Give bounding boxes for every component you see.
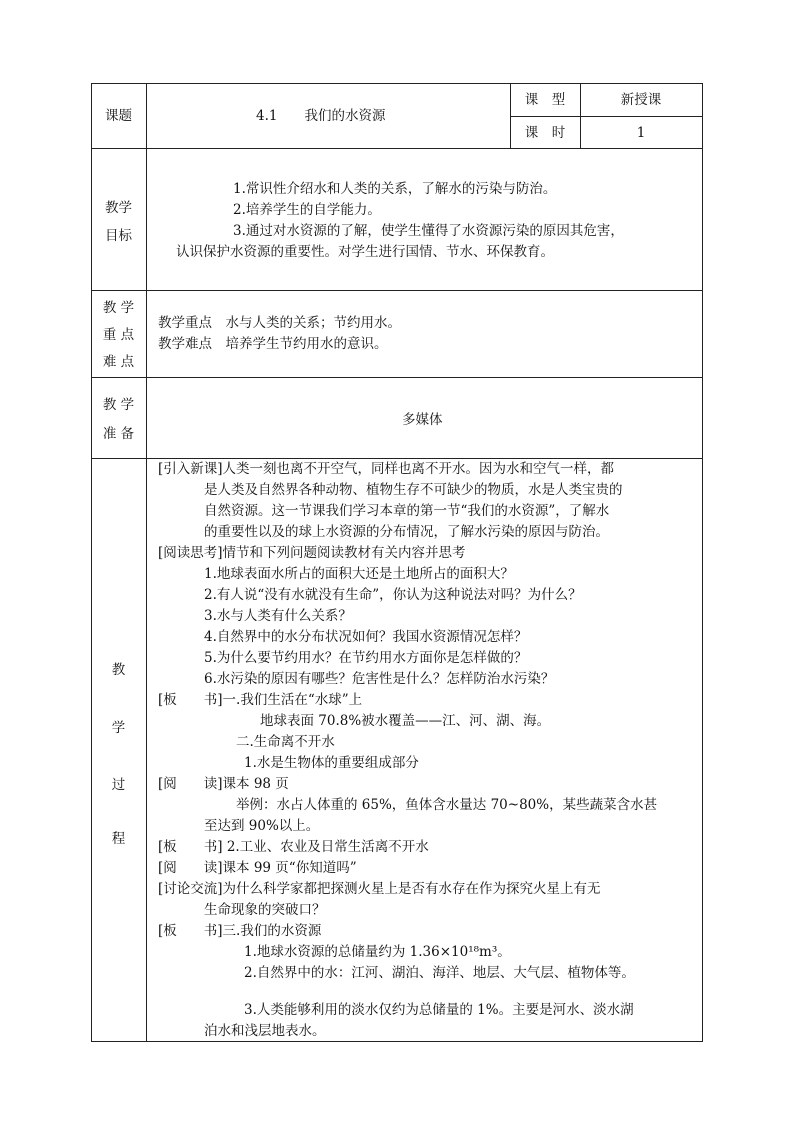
keypoints-label-line3: 难 点 xyxy=(102,354,135,370)
key-point: 教学重点 水与人类的关系；节约用水。 xyxy=(158,315,401,331)
process-line: 5.为什么要节约用水？在节约用水方面你是怎样做的？ xyxy=(204,650,528,666)
process-label-line1: 教 xyxy=(111,662,126,678)
process-line: 二.生命离不开水 xyxy=(236,734,335,750)
process-line: 泊水和浅层地表水。 xyxy=(204,1023,326,1039)
type-label: 课 型 xyxy=(524,92,566,108)
process-label-line2: 学 xyxy=(111,720,126,736)
keypoints-label-line2: 重 点 xyxy=(102,327,135,343)
process-line: [讨论交流]为什么科学家都把探测火星上是否有水存在作为探究火星上有无 xyxy=(158,881,601,897)
table-divider xyxy=(510,116,703,117)
process-line: [板 书] 2.工业、农业及日常生活离不开水 xyxy=(158,839,429,855)
table-border-bottom xyxy=(91,1041,703,1042)
objective-3: 3.通过对水资源的了解，使学生懂得了水资源污染的原因其危害， xyxy=(233,223,624,239)
process-line: [板 书]一.我们生活在“水球”上 xyxy=(158,692,363,708)
table-divider xyxy=(91,148,703,149)
objective-2: 2.培养学生的自学能力。 xyxy=(233,202,381,218)
keypoints-label-line1: 教 学 xyxy=(102,300,135,316)
objective-3-continued: 认识保护水资源的重要性。对学生进行国情、节水、环保教育。 xyxy=(176,244,554,260)
process-line: 是人类及自然界各种动物、植物生存不可缺少的物质，水是人类宝贵的 xyxy=(204,482,623,498)
process-line: 1.地球表面水所占的面积大还是土地所占的面积大？ xyxy=(204,566,514,582)
process-line: 生命现象的突破口？ xyxy=(204,902,326,918)
preparation-label-line1: 教 学 xyxy=(102,397,135,413)
process-label-line4: 程 xyxy=(111,831,126,847)
objectives-label-line2: 目标 xyxy=(105,228,132,244)
process-line: 至达到 90%以上。 xyxy=(204,818,320,834)
table-border-top xyxy=(91,83,703,84)
table-divider xyxy=(91,290,703,291)
process-label-line3: 过 xyxy=(111,777,126,793)
table-divider-label xyxy=(146,83,147,1042)
preparation-value: 多媒体 xyxy=(402,412,443,428)
type-value: 新授课 xyxy=(620,92,662,108)
topic-label: 课题 xyxy=(105,108,132,124)
process-line: [阅 读]课本 98 页 xyxy=(158,776,289,792)
preparation-label-line2: 准 备 xyxy=(102,426,135,442)
process-line: [阅 读]课本 99 页“你知道吗” xyxy=(158,860,357,876)
difficult-point: 教学难点 培养学生节约用水的意识。 xyxy=(158,336,388,352)
process-line: [板 书]三.我们的水资源 xyxy=(158,923,322,939)
process-line: 地球表面 70.8%被水覆盖——江、河、湖、海。 xyxy=(260,713,551,729)
hours-label: 课 时 xyxy=(524,125,566,141)
process-line: 1.地球水资源的总储量约为 1.36×10¹⁸m³。 xyxy=(244,944,511,960)
table-divider xyxy=(91,377,703,378)
process-line: 举例：水占人体重的 65%，鱼体含水量达 70~80%，某些蔬菜含水甚 xyxy=(236,797,658,813)
table-border-right xyxy=(702,83,703,1042)
process-line: [引入新课]人类一刻也离不开空气，同样也离不开水。因为水和空气一样，都 xyxy=(158,461,615,477)
objective-1: 1.常识性介绍水和人类的关系，了解水的污染与防治。 xyxy=(233,181,557,197)
process-line: 3.水与人类有什么关系？ xyxy=(204,608,352,624)
process-line: 自然资源。这一节课我们学习本章的第一节“我们的水资源”，了解水 xyxy=(204,503,610,519)
topic-title: 4.1 我们的水资源 xyxy=(256,108,386,124)
hours-value: 1 xyxy=(636,125,646,141)
process-line: 2.自然界中的水：江河、湖泊、海洋、地层、大气层、植物体等。 xyxy=(244,965,635,981)
objectives-label-line1: 教学 xyxy=(105,200,132,216)
process-line: 6.水污染的原因有哪些？危害性是什么？怎样防治水污染？ xyxy=(204,671,555,687)
process-line: 1.水是生物体的重要组成部分 xyxy=(244,755,419,771)
process-line: 3.人类能够利用的淡水仅约为总储量的 1%。主要是河水、淡水湖 xyxy=(244,1002,634,1018)
process-line: 2.有人说“没有水就没有生命”，你认为这种说法对吗？为什么？ xyxy=(204,587,582,603)
process-line: [阅读思考]情节和下列问题阅读教材有关内容并思考 xyxy=(158,545,466,561)
process-line: 4.自然界中的水分布状况如何？我国水资源情况怎样？ xyxy=(204,629,528,645)
process-line: 的重要性以及的球上水资源的分布情况，了解水污染的原因与防治。 xyxy=(204,524,609,540)
